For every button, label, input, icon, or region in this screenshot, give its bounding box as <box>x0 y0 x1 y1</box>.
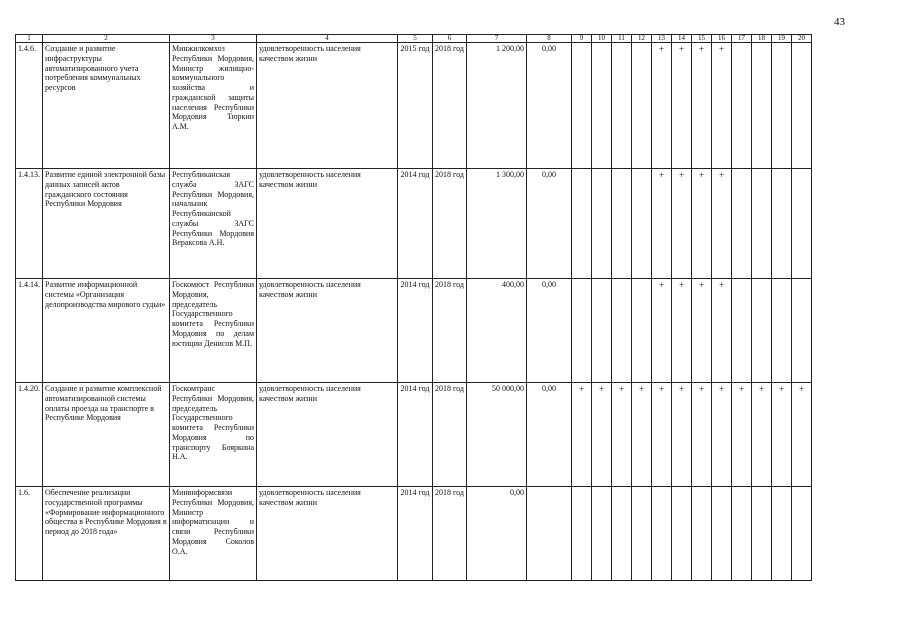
end-year-cell: 2018 год <box>433 169 467 279</box>
period-mark-cell: + <box>712 169 732 279</box>
end-year-cell: 2018 год <box>433 279 467 383</box>
responsible-cell: Госкомтранс Республики Мордовия, председатель Государственного комитета Республики Мордовия по транспорту Бояркина Н.А. <box>170 383 257 487</box>
period-mark-cell <box>612 169 632 279</box>
program-table <box>15 34 812 581</box>
period-mark-cell <box>792 43 812 169</box>
period-mark-cell <box>752 279 772 383</box>
table-body <box>16 43 812 581</box>
header-cell: 20 <box>792 35 812 43</box>
period-mark-cell <box>592 487 612 581</box>
period-mark-cell <box>612 487 632 581</box>
period-mark-cell <box>792 169 812 279</box>
responsible-cell: Госкомюст Республики Мордовия, председатель Государственного комитета Республики Мордовия по делам юстиции Денисов М.П. <box>170 279 257 383</box>
indicator-cell: удовлетворенность населения качеством жизни <box>257 43 398 169</box>
header-cell: 15 <box>692 35 712 43</box>
header-cell: 1 <box>16 35 43 43</box>
period-mark-cell <box>632 487 652 581</box>
period-mark-cell: + <box>672 279 692 383</box>
period-mark-cell <box>672 487 692 581</box>
end-year-cell: 2018 год <box>433 43 467 169</box>
period-mark-cell <box>572 487 592 581</box>
table-row <box>16 487 812 581</box>
period-mark-cell: + <box>592 383 612 487</box>
funding-cell: 50 000,00 <box>467 383 527 487</box>
funding-cell: 1 200,00 <box>467 43 527 169</box>
funding-cell: 1 300,00 <box>467 169 527 279</box>
header-cell: 19 <box>772 35 792 43</box>
header-cell: 3 <box>170 35 257 43</box>
period-mark-cell: + <box>732 383 752 487</box>
period-mark-cell <box>632 43 652 169</box>
funding-cell: 0,00 <box>467 487 527 581</box>
responsible-cell: Минжилкомхоз Республики Мордовия, Министр жилищно-коммунального хозяйства и гражданской защиты населения Республики Мордовия Тюркин А.М. <box>170 43 257 169</box>
period-mark-cell <box>592 43 612 169</box>
measure-name-cell: Развитие информационной системы «Организация делопроизводства мирового судьи» <box>43 279 170 383</box>
header-cell: 18 <box>752 35 772 43</box>
period-mark-cell: + <box>712 279 732 383</box>
period-mark-cell: + <box>752 383 772 487</box>
row-number-cell: 1.4.13. <box>16 169 43 279</box>
responsible-cell: Минвнформсвязи Республики Мордовия, Министр информатизации и связи Республики Мордовия Соколов О.А. <box>170 487 257 581</box>
period-mark-cell: + <box>712 43 732 169</box>
period-mark-cell: + <box>652 383 672 487</box>
funding-cell: 400,00 <box>467 279 527 383</box>
measure-name-cell: Развитие единой электронной базы данных записей актов гражданского состояния Республики Мордовия <box>43 169 170 279</box>
row-number-cell: 1.4.20. <box>16 383 43 487</box>
header-cell: 11 <box>612 35 632 43</box>
start-year-cell: 2014 год <box>398 279 433 383</box>
measure-name-cell: Создание и развитие комплексной автоматизированной системы оплаты проезда на транспорте в Республике Мордовия <box>43 383 170 487</box>
period-mark-cell <box>792 279 812 383</box>
measure-name-cell: Обеспечение реализации государственной программы «Формирование информационного общества в Республике Мордовия в период до 2018 года» <box>43 487 170 581</box>
period-mark-cell <box>772 279 792 383</box>
period-mark-cell <box>592 279 612 383</box>
header-cell: 7 <box>467 35 527 43</box>
column-8-cell: 0,00 <box>527 43 572 169</box>
header-cell: 5 <box>398 35 433 43</box>
period-mark-cell: + <box>652 43 672 169</box>
period-mark-cell <box>612 43 632 169</box>
period-mark-cell <box>632 169 652 279</box>
header-cell: 12 <box>632 35 652 43</box>
period-mark-cell <box>652 487 672 581</box>
period-mark-cell: + <box>672 43 692 169</box>
header-row <box>16 35 812 43</box>
column-8-cell: 0,00 <box>527 169 572 279</box>
period-mark-cell: + <box>692 279 712 383</box>
header-cell: 10 <box>592 35 612 43</box>
header-cell: 4 <box>257 35 398 43</box>
end-year-cell: 2018 год <box>433 383 467 487</box>
period-mark-cell <box>752 43 772 169</box>
header-cell: 6 <box>433 35 467 43</box>
period-mark-cell <box>732 279 752 383</box>
period-mark-cell <box>632 279 652 383</box>
header-cell: 14 <box>672 35 692 43</box>
period-mark-cell: + <box>632 383 652 487</box>
period-mark-cell <box>692 487 712 581</box>
period-mark-cell <box>572 43 592 169</box>
header-cell: 13 <box>652 35 672 43</box>
responsible-cell: Республиканская служба ЗАГС Республики Мордовия, начальник Республиканской службы ЗАГС Республики Мордовия Вераксова А.Н. <box>170 169 257 279</box>
period-mark-cell <box>732 169 752 279</box>
period-mark-cell <box>792 487 812 581</box>
period-mark-cell <box>592 169 612 279</box>
period-mark-cell <box>712 487 732 581</box>
table-row <box>16 169 812 279</box>
header-cell: 16 <box>712 35 732 43</box>
row-number-cell: 1.4.14. <box>16 279 43 383</box>
period-mark-cell: + <box>692 383 712 487</box>
table-row <box>16 279 812 383</box>
period-mark-cell <box>772 487 792 581</box>
period-mark-cell: + <box>692 43 712 169</box>
column-8-cell <box>527 487 572 581</box>
start-year-cell: 2014 год <box>398 383 433 487</box>
period-mark-cell: + <box>772 383 792 487</box>
indicator-cell: удовлетворенность населения качеством жизни <box>257 169 398 279</box>
period-mark-cell: + <box>792 383 812 487</box>
column-8-cell: 0,00 <box>527 383 572 487</box>
end-year-cell: 2018 год <box>433 487 467 581</box>
period-mark-cell <box>612 279 632 383</box>
indicator-cell: удовлетворенность населения качеством жизни <box>257 279 398 383</box>
period-mark-cell <box>772 43 792 169</box>
row-number-cell: 1.4.6. <box>16 43 43 169</box>
period-mark-cell <box>732 487 752 581</box>
period-mark-cell <box>772 169 792 279</box>
measure-name-cell: Создание и развитие инфраструктуры автоматизированного учета потребления коммунальных ресурсов <box>43 43 170 169</box>
period-mark-cell: + <box>652 279 672 383</box>
header-cell: 2 <box>43 35 170 43</box>
period-mark-cell <box>752 169 772 279</box>
row-number-cell: 1.6. <box>16 487 43 581</box>
indicator-cell: удовлетворенность населения качеством жизни <box>257 383 398 487</box>
period-mark-cell <box>732 43 752 169</box>
column-8-cell: 0,00 <box>527 279 572 383</box>
page-number: 43 <box>834 16 845 28</box>
period-mark-cell: + <box>672 169 692 279</box>
header-cell: 9 <box>572 35 592 43</box>
period-mark-cell <box>572 169 592 279</box>
start-year-cell: 2014 год <box>398 169 433 279</box>
header-cell: 8 <box>527 35 572 43</box>
start-year-cell: 2015 год <box>398 43 433 169</box>
table-row <box>16 383 812 487</box>
start-year-cell: 2014 год <box>398 487 433 581</box>
table-row <box>16 43 812 169</box>
period-mark-cell: + <box>712 383 732 487</box>
period-mark-cell: + <box>572 383 592 487</box>
period-mark-cell: + <box>612 383 632 487</box>
period-mark-cell: + <box>672 383 692 487</box>
period-mark-cell <box>752 487 772 581</box>
period-mark-cell: + <box>652 169 672 279</box>
period-mark-cell <box>572 279 592 383</box>
period-mark-cell: + <box>692 169 712 279</box>
header-cell: 17 <box>732 35 752 43</box>
indicator-cell: удовлетворенность населения качеством жизни <box>257 487 398 581</box>
